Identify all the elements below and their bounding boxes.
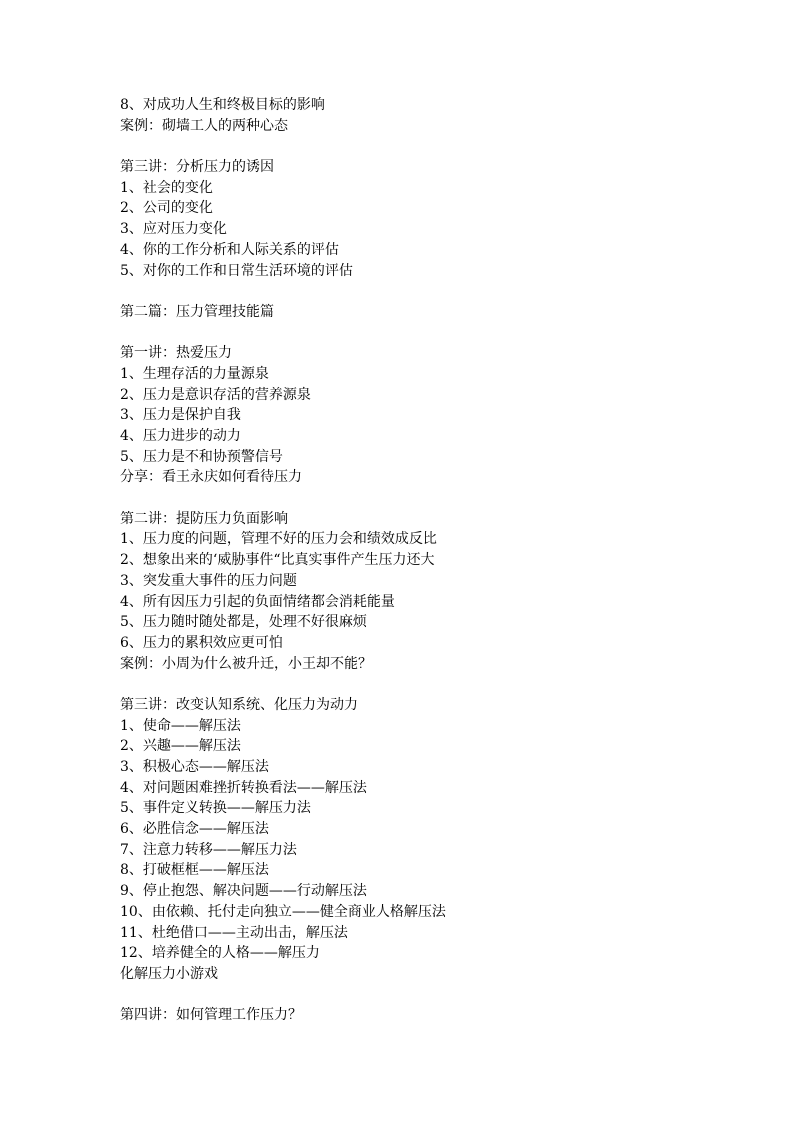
text-line: 第一讲：热爱压力 [120, 345, 232, 362]
text-line: 4、所有因压力引起的负面情绪都会消耗能量 [120, 593, 395, 610]
text-line: 案例：小周为什么被升迁，小王却不能？ [120, 655, 372, 672]
text-line: 6、必胜信念——解压法 [120, 821, 269, 838]
text-line: 12、培养健全的人格——解压力 [120, 945, 320, 962]
text-line: 3、应对压力变化 [120, 221, 227, 238]
blank-line [120, 323, 720, 344]
text-line: 3、突发重大事件的压力问题 [120, 572, 297, 589]
text-line: 5、事件定义转换——解压力法 [120, 800, 311, 817]
text-line: 1、社会的变化 [120, 179, 213, 196]
text-line: 6、压力的累积效应更可怕 [120, 634, 283, 651]
text-line: 8、对成功人生和终极目标的影响 [120, 97, 325, 113]
text-line: 第三讲：分析压力的诱因 [120, 159, 274, 176]
text-line: 1、使命——解压法 [120, 717, 241, 734]
text-line: 4、对问题困难挫折转换看法——解压法 [120, 779, 367, 796]
text-line: 11、杜绝借口——主动出击，解压法 [120, 924, 348, 941]
text-line: 9、停止抱怨、解决问题——行动解压法 [120, 883, 367, 900]
text-line: 2、压力是意识存活的营养源泉 [120, 386, 311, 403]
text-line: 化解压力小游戏 [120, 965, 218, 982]
text-line: 第二篇：压力管理技能篇 [120, 303, 274, 320]
text-line: 2、想象出来的‘威胁事件“比真实事件产生压力还大 [120, 552, 435, 569]
text-line: 8、打破框框——解压法 [120, 862, 269, 879]
blank-line [120, 985, 720, 1006]
text-line: 3、积极心态——解压法 [120, 759, 269, 775]
text-line: 第二讲：提防压力负面影响 [120, 510, 288, 527]
text-line: 4、你的工作分析和人际关系的评估 [120, 241, 339, 258]
document-body [120, 95, 720, 1026]
blank-line [120, 674, 720, 695]
text-line: 5、对你的工作和日常生活环境的评估 [120, 262, 353, 279]
text-line: 5、压力是不和协预警信号 [120, 448, 283, 465]
text-line: 7、注意力转移——解压力法 [120, 841, 297, 858]
text-line: 5、压力随时随处都是，处理不好很麻烦 [120, 614, 367, 631]
blank-line [120, 136, 720, 157]
text-line: 第四讲：如何管理工作压力？ [120, 1007, 302, 1024]
text-line: 1、生理存活的力量源泉 [120, 365, 269, 382]
text-line: 案例：砌墙工人的两种心态 [120, 117, 288, 134]
text-line: 分享：看王永庆如何看待压力 [120, 469, 302, 486]
text-line: 4、压力进步的动力 [120, 428, 241, 444]
text-line: 2、兴趣——解压法 [120, 738, 241, 755]
text-line: 第三讲：改变认知系统、化压力为动力 [120, 696, 358, 713]
text-line: 1、压力度的问题，管理不好的压力会和绩效成反比 [120, 531, 437, 548]
blank-line [120, 281, 720, 302]
text-line: 3、压力是保护自我 [120, 407, 241, 424]
text-line: 2、公司的变化 [120, 200, 213, 217]
text-line: 10、由依赖、托付走向独立——健全商业人格解压法 [120, 903, 446, 920]
blank-line [120, 488, 720, 509]
